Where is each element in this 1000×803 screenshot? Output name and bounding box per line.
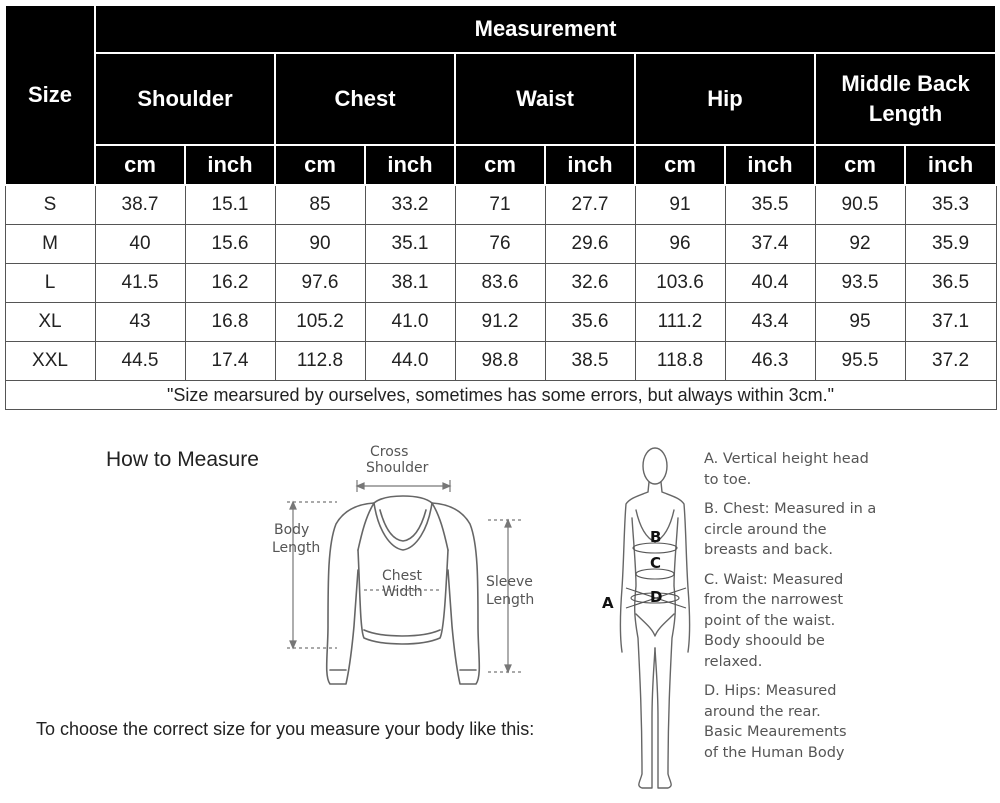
size-cell: XL bbox=[5, 303, 95, 342]
unit-header: cm bbox=[815, 145, 905, 185]
table-row bbox=[5, 185, 996, 225]
table-row bbox=[5, 264, 996, 303]
note-hips: D. Hips: Measured around the rear. Basic Meaurements of the Human Body bbox=[704, 683, 847, 761]
size-chart-table bbox=[4, 4, 997, 410]
value-cell: 38.7 bbox=[95, 185, 185, 225]
table-note-row bbox=[5, 381, 996, 410]
value-cell: 44.5 bbox=[95, 342, 185, 381]
value-cell: 103.6 bbox=[635, 264, 725, 303]
measurement-header: Measurement bbox=[95, 5, 996, 53]
table-row bbox=[5, 303, 996, 342]
value-cell: 15.1 bbox=[185, 185, 275, 225]
value-cell: 40 bbox=[95, 225, 185, 264]
value-cell: 17.4 bbox=[185, 342, 275, 381]
value-cell: 112.8 bbox=[275, 342, 365, 381]
value-cell: 105.2 bbox=[275, 303, 365, 342]
body-length-label: Body bbox=[274, 522, 310, 538]
unit-header: inch bbox=[365, 145, 455, 185]
value-cell: 91 bbox=[635, 185, 725, 225]
value-cell: 37.2 bbox=[905, 342, 996, 381]
table-body bbox=[5, 185, 996, 410]
value-cell: 95 bbox=[815, 303, 905, 342]
cross-shoulder-label: Cross bbox=[370, 444, 409, 460]
body-length-label-2: Length bbox=[272, 540, 321, 556]
group-header-chest: Chest bbox=[275, 53, 455, 145]
figure-letter-b: B bbox=[650, 528, 662, 546]
size-cell: XXL bbox=[5, 342, 95, 381]
value-cell: 37.1 bbox=[905, 303, 996, 342]
value-cell: 36.5 bbox=[905, 264, 996, 303]
value-cell: 46.3 bbox=[725, 342, 815, 381]
unit-header: cm bbox=[275, 145, 365, 185]
value-cell: 40.4 bbox=[725, 264, 815, 303]
human-body-figure bbox=[590, 438, 700, 800]
sleeve-length-label-2: Length bbox=[486, 592, 535, 608]
value-cell: 118.8 bbox=[635, 342, 725, 381]
note-chest: B. Chest: Measured in a circle around the breasts and back. bbox=[704, 501, 877, 558]
value-cell: 16.8 bbox=[185, 303, 275, 342]
size-cell: M bbox=[5, 225, 95, 264]
value-cell: 41.0 bbox=[365, 303, 455, 342]
value-cell: 35.1 bbox=[365, 225, 455, 264]
unit-header: cm bbox=[635, 145, 725, 185]
value-cell: 93.5 bbox=[815, 264, 905, 303]
unit-header: cm bbox=[455, 145, 545, 185]
note-waist: C. Waist: Measured from the narrowest point of the waist. Body shoould be relaxed. bbox=[704, 571, 844, 670]
value-cell: 97.6 bbox=[275, 264, 365, 303]
value-cell: 32.6 bbox=[545, 264, 635, 303]
group-header-row bbox=[5, 53, 996, 145]
group-header-shoulder: Shoulder bbox=[95, 53, 275, 145]
value-cell: 35.9 bbox=[905, 225, 996, 264]
group-header-hip: Hip bbox=[635, 53, 815, 145]
value-cell: 111.2 bbox=[635, 303, 725, 342]
figure-letter-a: A bbox=[602, 594, 614, 612]
value-cell: 98.8 bbox=[455, 342, 545, 381]
size-cell: L bbox=[5, 264, 95, 303]
value-cell: 33.2 bbox=[365, 185, 455, 225]
value-cell: 38.1 bbox=[365, 264, 455, 303]
value-cell: 29.6 bbox=[545, 225, 635, 264]
value-cell: 27.7 bbox=[545, 185, 635, 225]
unit-header: inch bbox=[905, 145, 996, 185]
value-cell: 71 bbox=[455, 185, 545, 225]
value-cell: 85 bbox=[275, 185, 365, 225]
cross-shoulder-label-2: Shoulder bbox=[366, 460, 429, 476]
size-header: Size bbox=[5, 5, 95, 185]
value-cell: 76 bbox=[455, 225, 545, 264]
chest-width-label: Chest bbox=[382, 568, 423, 584]
table-row bbox=[5, 342, 996, 381]
figure-letter-d: D bbox=[650, 588, 663, 606]
value-cell: 35.6 bbox=[545, 303, 635, 342]
value-cell: 83.6 bbox=[455, 264, 545, 303]
note-vertical-height: A. Vertical height head to toe. bbox=[704, 451, 869, 488]
unit-header-row bbox=[5, 145, 996, 185]
value-cell: 90.5 bbox=[815, 185, 905, 225]
value-cell: 35.3 bbox=[905, 185, 996, 225]
unit-header: inch bbox=[725, 145, 815, 185]
value-cell: 35.5 bbox=[725, 185, 815, 225]
value-cell: 15.6 bbox=[185, 225, 275, 264]
value-cell: 16.2 bbox=[185, 264, 275, 303]
value-cell: 92 bbox=[815, 225, 905, 264]
value-cell: 43.4 bbox=[725, 303, 815, 342]
unit-header: inch bbox=[545, 145, 635, 185]
value-cell: 38.5 bbox=[545, 342, 635, 381]
table-row bbox=[5, 225, 996, 264]
value-cell: 95.5 bbox=[815, 342, 905, 381]
value-cell: 96 bbox=[635, 225, 725, 264]
chest-width-label-2: Width bbox=[382, 584, 423, 600]
table-note: "Size mearsured by ourselves, sometimes has some errors, but always within 3cm." bbox=[5, 381, 996, 410]
value-cell: 44.0 bbox=[365, 342, 455, 381]
unit-header: inch bbox=[185, 145, 275, 185]
value-cell: 41.5 bbox=[95, 264, 185, 303]
group-header-waist: Waist bbox=[455, 53, 635, 145]
value-cell: 91.2 bbox=[455, 303, 545, 342]
how-to-measure-title: How to Measure bbox=[106, 448, 259, 471]
size-cell: S bbox=[5, 185, 95, 225]
unit-header: cm bbox=[95, 145, 185, 185]
group-header-middle-back-length: Middle Back Length bbox=[815, 53, 996, 145]
choose-size-instruction: To choose the correct size for you measure your body like this: bbox=[36, 719, 535, 739]
value-cell: 43 bbox=[95, 303, 185, 342]
sleeve-length-label: Sleeve bbox=[486, 574, 533, 590]
figure-letter-c: C bbox=[650, 554, 662, 572]
sweater-diagram bbox=[262, 440, 552, 690]
measurement-notes bbox=[704, 449, 904, 772]
value-cell: 37.4 bbox=[725, 225, 815, 264]
value-cell: 90 bbox=[275, 225, 365, 264]
